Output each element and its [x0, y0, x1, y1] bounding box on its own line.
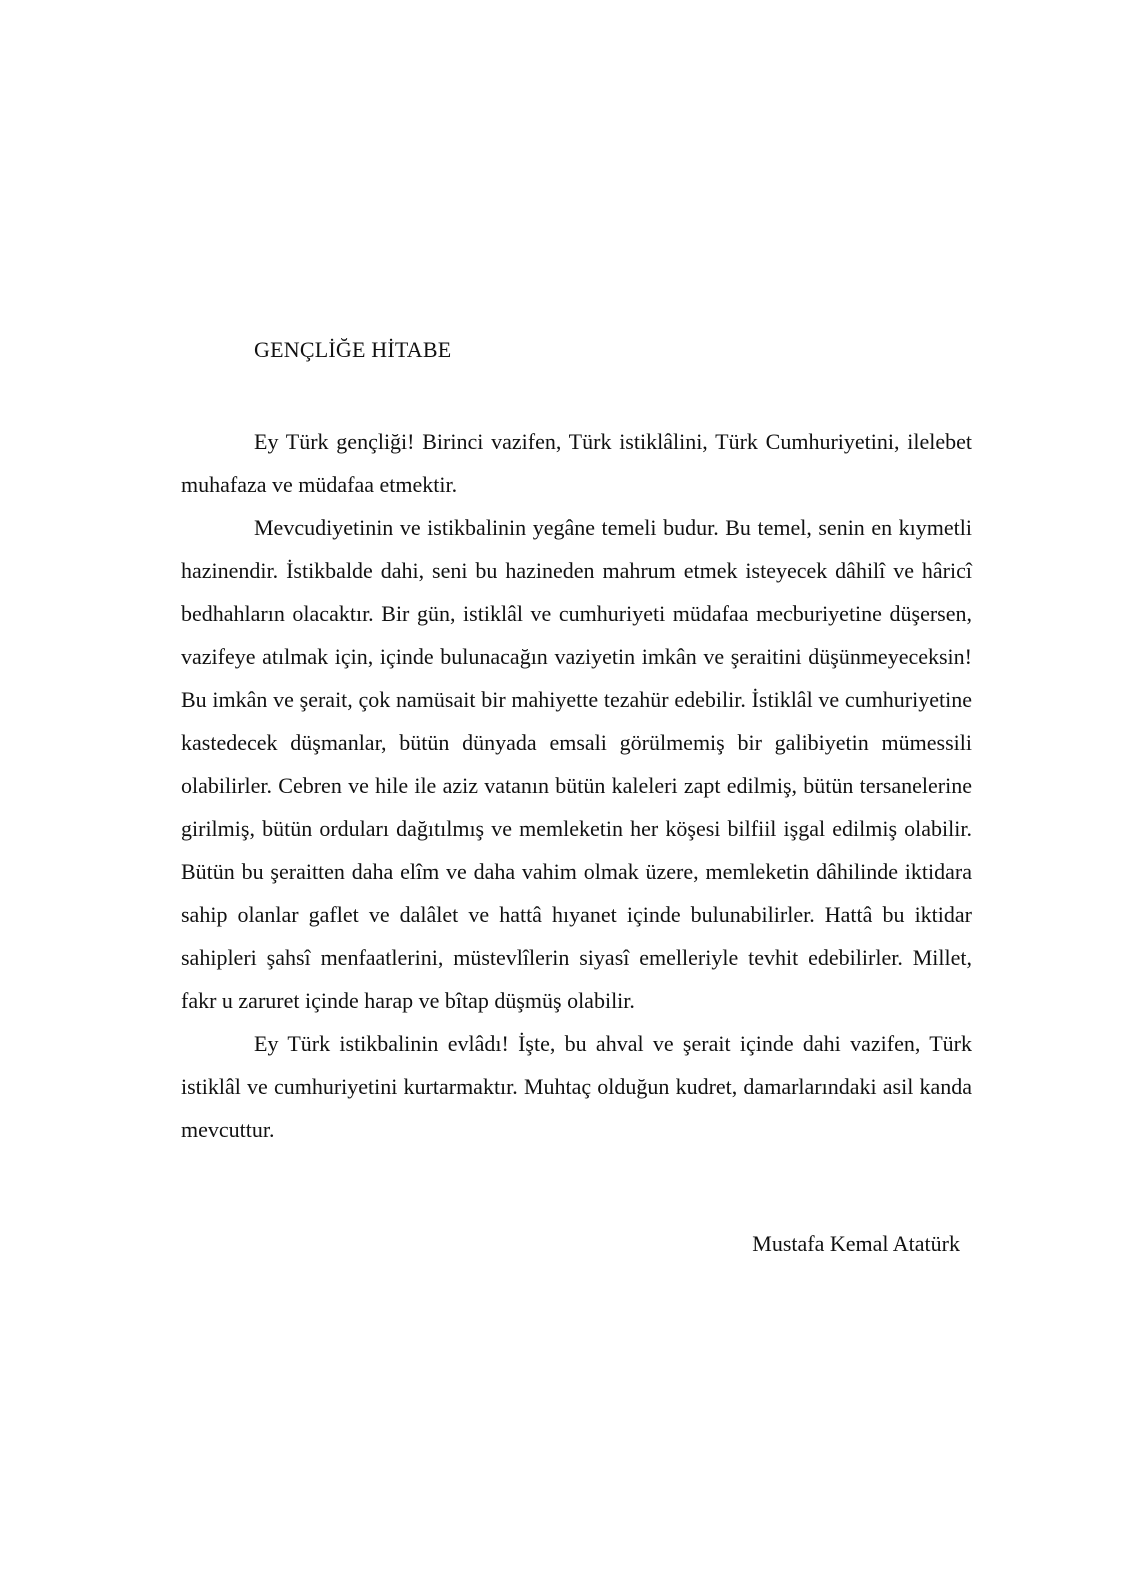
document-body: [181, 420, 972, 1151]
paragraph-2: Mevcudiyetinin ve istikbalinin yegâne temeli budur. Bu temel, senin en kıymetli hazinendir. İstikbalde dahi, seni bu hazineden mahrum etmek isteyecek dâhilî ve hâricî bedhahların olacaktır. Bir gün, istiklâl ve cumhuriyeti müdafaa mecburiyetine düşersen, vazifeye atılmak için, içinde bulunacağın vaziyetin imkân ve şeraitini düşünmeyeceksin! Bu imkân ve şerait, çok namüsait bir mahiyette tezahür edebilir. İstiklâl ve cumhuriyetine kastedecek düşmanlar, bütün dünyada emsali görülmemiş bir galibiyetin mümessili olabilirler. Cebren ve hile ile aziz vatanın bütün kaleleri zapt edilmiş, bütün tersanelerine girilmiş, bütün orduları dağıtılmış ve memleketin her köşesi bilfiil işgal edilmiş olabilir. Bütün bu şeraitten daha elîm ve daha vahim olmak üzere, memleketin dâhilinde iktidara sahip olanlar gaflet ve dalâlet ve hattâ hıyanet içinde bulunabilirler. Hattâ bu iktidar sahipleri şahsî menfaatlerini, müstevlîlerin siyasî emelleriyle tevhit edebilirler. Millet, fakr u zaruret içinde harap ve bîtap düşmüş olabilir.: [181, 515, 972, 1013]
signature: Mustafa Kemal Atatürk: [752, 1231, 960, 1256]
page-title: GENÇLİĞE HİTABE: [254, 337, 452, 362]
paragraph-3: Ey Türk istikbalinin evlâdı! İşte, bu ahval ve şerait içinde dahi vazifen, Türk istiklâl ve cumhuriyetini kurtarmaktır. Muhtaç olduğun kudret, damarlarındaki asil kanda mevcuttur.: [181, 1031, 972, 1142]
paragraph-1: Ey Türk gençliği! Birinci vazifen, Türk istiklâlini, Türk Cumhuriyetini, ilelebet muhafaza ve müdafaa etmektir.: [181, 429, 972, 497]
